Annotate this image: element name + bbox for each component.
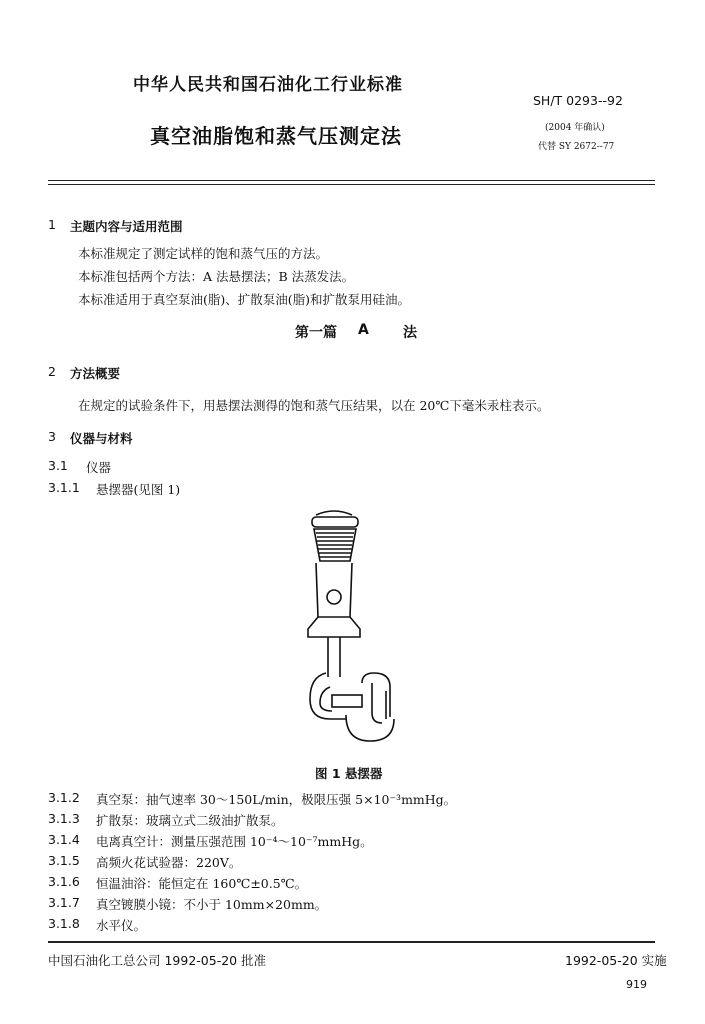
part-letter: A bbox=[358, 322, 369, 338]
item-number: 3.1.5 bbox=[48, 853, 80, 868]
document-title: 真空油脂饱和蒸气压测定法 bbox=[150, 124, 402, 148]
item-number: 3.1.4 bbox=[48, 832, 80, 847]
approval-line: 中国石油化工总公司 1992-05-20 批准 bbox=[48, 953, 267, 968]
page-number: 919 bbox=[626, 978, 647, 991]
section-1-para-2: 本标准包括两个方法：A 法悬摆法；B 法蒸发法。 bbox=[78, 269, 355, 284]
section-1-number: 1 bbox=[48, 217, 56, 232]
item-text: 真空镀膜小镜：不小于 10mm×20mm。 bbox=[96, 897, 328, 912]
item-text: 恒温油浴：能恒定在 160℃±0.5℃。 bbox=[96, 876, 308, 891]
subsection-3-1-1-number: 3.1.1 bbox=[48, 480, 80, 495]
header-rule-top bbox=[48, 180, 655, 181]
section-2-title: 方法概要 bbox=[70, 366, 121, 381]
item-text: 电离真空计：测量压强范围 10⁻⁴～10⁻⁷mmHg。 bbox=[96, 834, 373, 849]
section-3-number: 3 bbox=[48, 429, 56, 444]
subsection-3-1-number: 3.1 bbox=[48, 458, 68, 473]
replaces-standard: 代替 SY 2672--77 bbox=[538, 142, 615, 152]
subsection-3-1-text: 仪器 bbox=[86, 460, 112, 475]
item-number: 3.1.3 bbox=[48, 811, 80, 826]
header-rule-bottom bbox=[48, 184, 655, 185]
item-text: 高频火花试验器：220V。 bbox=[96, 855, 242, 870]
section-2-para: 在规定的试验条件下，用悬摆法测得的饱和蒸气压结果，以在 20℃下毫米汞柱表示。 bbox=[78, 398, 550, 413]
implementation-date: 1992-05-20 实施 bbox=[565, 953, 667, 968]
issuing-authority: 中华人民共和国石油化工行业标准 bbox=[133, 75, 403, 95]
subsection-3-1-1-text: 悬摆器(见图 1) bbox=[96, 482, 181, 497]
section-2-number: 2 bbox=[48, 364, 56, 379]
section-1-title: 主题内容与适用范围 bbox=[70, 219, 183, 234]
part-title: 第一篇 bbox=[295, 325, 337, 341]
part-suffix: 法 bbox=[403, 325, 417, 341]
section-1-para-3: 本标准适用于真空泵油(脂)、扩散泵油(脂)和扩散泵用硅油。 bbox=[78, 292, 411, 307]
figure-caption: 图 1 悬摆器 bbox=[315, 766, 383, 781]
item-text: 扩散泵：玻璃立式二级油扩散泵。 bbox=[96, 813, 284, 828]
item-number: 3.1.8 bbox=[48, 916, 80, 931]
item-number: 3.1.7 bbox=[48, 895, 80, 910]
item-text: 真空泵：抽气速率 30～150L/min，极限压强 5×10⁻³mmHg。 bbox=[96, 792, 457, 807]
footer-rule bbox=[48, 941, 655, 943]
item-number: 3.1.2 bbox=[48, 790, 80, 805]
item-number: 3.1.6 bbox=[48, 874, 80, 889]
item-text: 水平仪。 bbox=[96, 918, 147, 933]
standard-code: SH/T 0293--92 bbox=[533, 93, 623, 108]
section-1-para-1: 本标准规定了测定试样的饱和蒸气压的方法。 bbox=[78, 246, 329, 261]
section-3-title: 仪器与材料 bbox=[70, 431, 133, 446]
pendulum-apparatus-figure bbox=[290, 505, 410, 755]
confirm-year: (2004 年确认) bbox=[545, 123, 605, 133]
